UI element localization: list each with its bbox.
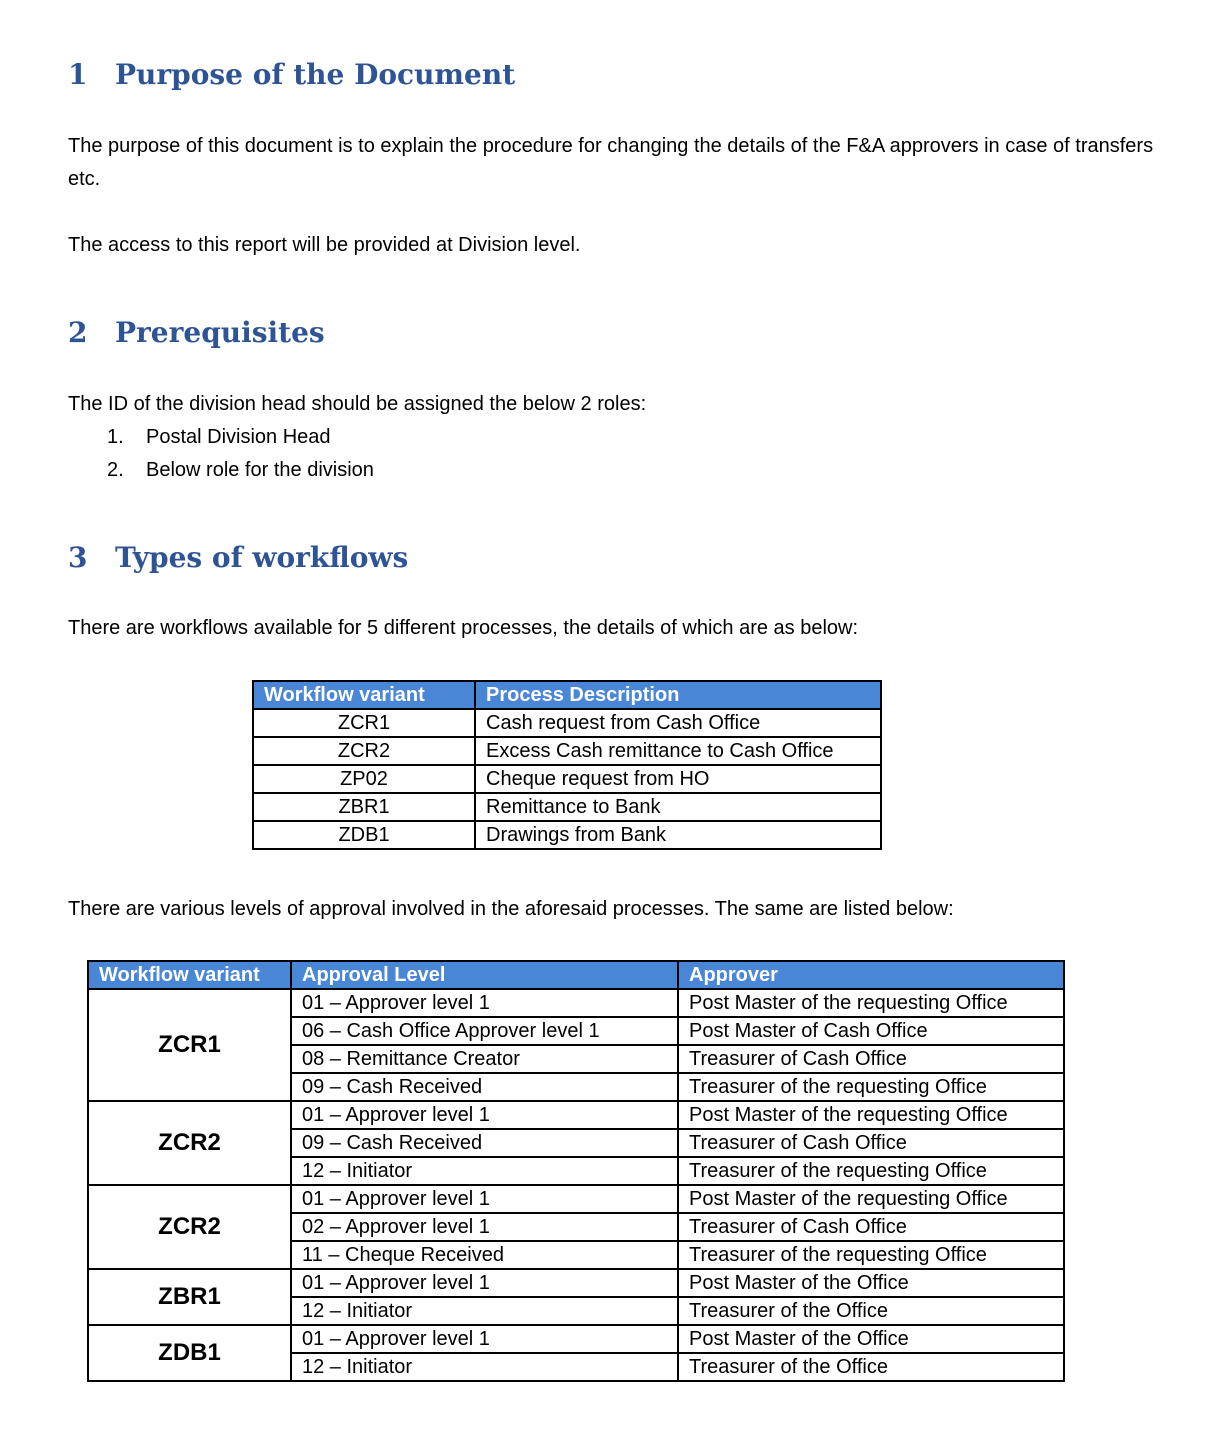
approver-cell: Post Master of the requesting Office bbox=[678, 1185, 1064, 1213]
workflows-intro: There are workflows available for 5 different processes, the details of which are as below: bbox=[68, 617, 859, 639]
purpose-paragraph: The purpose of this document is to explain the procedure for changing the details of the F&A approvers in case of transfers etc. bbox=[68, 135, 1154, 190]
approval-level-cell: 01 – Approver level 1 bbox=[291, 1185, 678, 1213]
section-1-heading bbox=[68, 58, 515, 91]
list-item bbox=[107, 421, 331, 454]
approval-level-cell: 01 – Approver level 1 bbox=[291, 1269, 678, 1297]
process-description-cell: Cheque request from HO bbox=[475, 765, 881, 793]
approval-level-cell: 01 – Approver level 1 bbox=[291, 989, 678, 1017]
approval-level-cell: 06 – Cash Office Approver level 1 bbox=[291, 1017, 678, 1045]
section-title: Types of workflows bbox=[115, 541, 409, 574]
table-header-row bbox=[88, 961, 1064, 989]
approval-levels-table bbox=[87, 960, 1065, 1382]
approval-level-cell: 09 – Cash Received bbox=[291, 1129, 678, 1157]
workflow-variant-cell: ZCR2 bbox=[88, 1101, 291, 1185]
workflow-variant-cell: ZBR1 bbox=[88, 1269, 291, 1325]
table-row bbox=[253, 765, 881, 793]
table-row bbox=[253, 793, 881, 821]
workflow-variant-cell: ZP02 bbox=[253, 765, 475, 793]
workflow-variant-cell: ZBR1 bbox=[253, 793, 475, 821]
list-text: Postal Division Head bbox=[146, 426, 331, 448]
table-row bbox=[88, 1101, 1064, 1129]
approver-cell: Treasurer of the requesting Office bbox=[678, 1241, 1064, 1269]
approver-cell: Treasurer of the requesting Office bbox=[678, 1157, 1064, 1185]
approver-cell: Post Master of the Office bbox=[678, 1325, 1064, 1353]
section-title: Purpose of the Document bbox=[115, 58, 516, 91]
approver-cell: Post Master of Cash Office bbox=[678, 1017, 1064, 1045]
table-row bbox=[88, 989, 1064, 1017]
approver-cell: Post Master of the Office bbox=[678, 1269, 1064, 1297]
workflow-variant-cell: ZCR2 bbox=[88, 1185, 291, 1269]
section-2-heading bbox=[68, 316, 325, 349]
approval-level-cell: 02 – Approver level 1 bbox=[291, 1213, 678, 1241]
approver-cell: Treasurer of the Office bbox=[678, 1353, 1064, 1381]
process-description-cell: Drawings from Bank bbox=[475, 821, 881, 849]
approver-cell: Treasurer of Cash Office bbox=[678, 1213, 1064, 1241]
section-title: Prerequisites bbox=[115, 316, 325, 349]
section-number: 3 bbox=[68, 541, 88, 574]
approver-cell: Treasurer of Cash Office bbox=[678, 1045, 1064, 1073]
prerequisites-intro: The ID of the division head should be assigned the below 2 roles: bbox=[68, 393, 647, 415]
section-number: 1 bbox=[68, 58, 88, 91]
header-approver: Approver bbox=[678, 961, 1064, 989]
workflow-variants-table bbox=[252, 680, 882, 850]
header-process-description: Process Description bbox=[475, 681, 881, 709]
approval-level-cell: 12 – Initiator bbox=[291, 1157, 678, 1185]
approval-level-cell: 08 – Remittance Creator bbox=[291, 1045, 678, 1073]
list-number: 1. bbox=[107, 426, 124, 448]
workflow-variant-cell: ZDB1 bbox=[253, 821, 475, 849]
section-3-heading bbox=[68, 541, 408, 574]
process-description-cell: Cash request from Cash Office bbox=[475, 709, 881, 737]
table-row bbox=[253, 821, 881, 849]
workflow-variant-cell: ZDB1 bbox=[88, 1325, 291, 1381]
table-row bbox=[253, 709, 881, 737]
approver-cell: Treasurer of the Office bbox=[678, 1297, 1064, 1325]
table-row bbox=[253, 737, 881, 765]
header-workflow-variant: Workflow variant bbox=[88, 961, 291, 989]
approver-cell: Post Master of the requesting Office bbox=[678, 989, 1064, 1017]
table-row bbox=[88, 1269, 1064, 1297]
workflow-variant-cell: ZCR1 bbox=[88, 989, 291, 1101]
table-header-row bbox=[253, 681, 881, 709]
approval-level-cell: 01 – Approver level 1 bbox=[291, 1101, 678, 1129]
approval-level-cell: 11 – Cheque Received bbox=[291, 1241, 678, 1269]
workflow-variant-cell: ZCR2 bbox=[253, 737, 475, 765]
list-text: Below role for the division bbox=[146, 459, 374, 481]
approval-level-cell: 12 – Initiator bbox=[291, 1353, 678, 1381]
approval-level-cell: 09 – Cash Received bbox=[291, 1073, 678, 1101]
process-description-cell: Excess Cash remittance to Cash Office bbox=[475, 737, 881, 765]
process-description-cell: Remittance to Bank bbox=[475, 793, 881, 821]
approval-levels-intro: There are various levels of approval involved in the aforesaid processes. The same are listed below: bbox=[68, 898, 954, 920]
approver-cell: Treasurer of Cash Office bbox=[678, 1129, 1064, 1157]
section-number: 2 bbox=[68, 316, 88, 349]
approval-level-cell: 12 – Initiator bbox=[291, 1297, 678, 1325]
table-row bbox=[88, 1325, 1064, 1353]
workflow-variant-cell: ZCR1 bbox=[253, 709, 475, 737]
list-number: 2. bbox=[107, 459, 124, 481]
header-workflow-variant: Workflow variant bbox=[253, 681, 475, 709]
list-item bbox=[107, 454, 374, 487]
header-approval-level: Approval Level bbox=[291, 961, 678, 989]
access-paragraph: The access to this report will be provided at Division level. bbox=[68, 234, 581, 256]
approval-level-cell: 01 – Approver level 1 bbox=[291, 1325, 678, 1353]
approver-cell: Post Master of the requesting Office bbox=[678, 1101, 1064, 1129]
table-row bbox=[88, 1185, 1064, 1213]
approver-cell: Treasurer of the requesting Office bbox=[678, 1073, 1064, 1101]
